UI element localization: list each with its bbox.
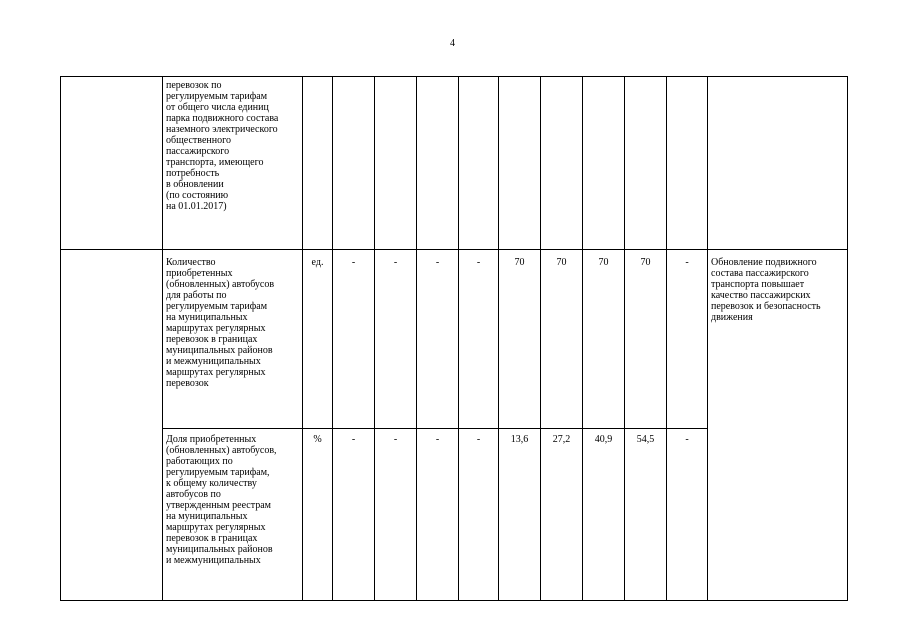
table-row [61, 250, 848, 429]
value-cell [375, 77, 417, 250]
value: 70 [514, 257, 525, 268]
value-cell [417, 250, 459, 429]
value: - [685, 434, 689, 445]
value: - [435, 257, 440, 268]
value-cell [625, 250, 667, 429]
value: - [351, 257, 356, 268]
value-cell [667, 250, 708, 429]
value-cell [583, 429, 625, 601]
value-cell [625, 77, 667, 250]
value-cell [459, 250, 499, 429]
value: - [476, 434, 481, 445]
value-cell [375, 429, 417, 601]
value-cell [541, 250, 583, 429]
value-cell [541, 77, 583, 250]
value-cell [333, 429, 375, 601]
indicator-name: перевозок по регулируемым тарифам от общего числа единиц парка подвижного состава наземного электрического общественного пассажирского транспорта, имеющего потребность в обновлении (по состоянию на 01.01.2017) [166, 80, 279, 212]
number-cell [61, 77, 163, 250]
number-cell [61, 250, 163, 601]
value-cell [499, 250, 541, 429]
value-cell [459, 77, 499, 250]
unit-cell [303, 77, 333, 250]
value-cell [417, 77, 459, 250]
indicators-table [60, 76, 848, 601]
unit-cell [303, 250, 333, 429]
value-cell [625, 429, 667, 601]
value-cell [333, 250, 375, 429]
value: - [476, 257, 481, 268]
value: - [351, 434, 356, 445]
value: 70 [556, 257, 567, 268]
value: 13,6 [510, 434, 529, 445]
value: - [435, 434, 440, 445]
page-number: 4 [450, 38, 455, 49]
value-cell [417, 429, 459, 601]
indicator-name-cell [163, 250, 303, 429]
unit-cell [303, 429, 333, 601]
value-cell [499, 77, 541, 250]
comment-cell [708, 250, 848, 601]
value: 27,2 [552, 434, 571, 445]
value-cell [667, 77, 708, 250]
indicator-name: Доля приобретенных (обновленных) автобусов, работающих по регулируемым тарифам, к общему количеству автобусов по утвержденным реестрам на муниципальных маршрутах регулярных перевозок в границах муниципальных районов и межмуниципальных [166, 434, 277, 566]
indicator-name-cell [163, 429, 303, 601]
value: 70 [598, 257, 609, 268]
comment: Обновление подвижного состава пассажирского транспорта повышает качество пассажирских перевозок и безопасность движения [711, 257, 821, 323]
value-cell [667, 429, 708, 601]
value: - [685, 257, 689, 268]
value: 70 [640, 257, 651, 268]
value-cell [583, 77, 625, 250]
value: 54,5 [636, 434, 655, 445]
indicator-name: Количество приобретенных (обновленных) автобусов для работы по регулируемым тарифам на муниципальных маршрутах регулярных перевозок в границах муниципальных районов и межмуниципальных маршрутах регулярных перевозок [166, 257, 275, 389]
unit: ед. [311, 257, 324, 268]
value-cell [499, 429, 541, 601]
value-cell [459, 429, 499, 601]
value: - [393, 257, 398, 268]
value-cell [583, 250, 625, 429]
value-cell [375, 250, 417, 429]
comment-cell [708, 77, 848, 250]
value: - [393, 434, 398, 445]
table-row [61, 77, 848, 250]
value: 40,9 [594, 434, 613, 445]
unit: % [313, 434, 322, 445]
indicator-name-cell [163, 77, 303, 250]
value-cell [541, 429, 583, 601]
value-cell [333, 77, 375, 250]
